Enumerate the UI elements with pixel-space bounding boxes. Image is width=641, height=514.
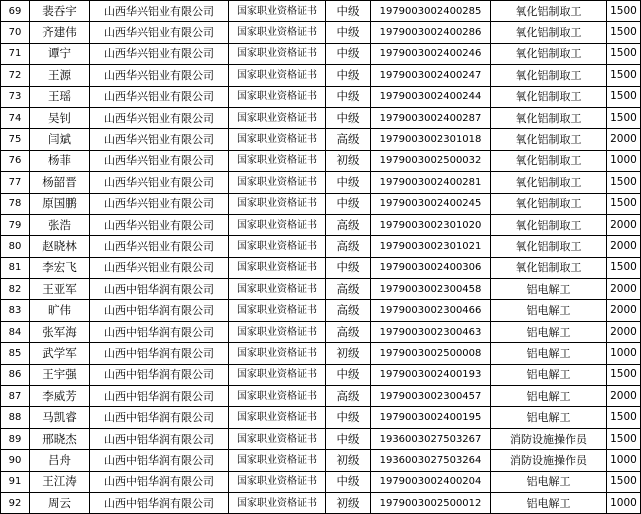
- table-row: [1, 172, 641, 193]
- name-cell[interactable]: 裴吞宇: [30, 1, 90, 22]
- certificate-type-cell[interactable]: 国家职业资格证书: [229, 65, 326, 86]
- table-row: [1, 43, 641, 64]
- job-title-cell[interactable]: 氧化铝制取工: [491, 1, 607, 22]
- level-cell[interactable]: 高级: [326, 214, 371, 235]
- job-title-cell[interactable]: 铝电解工: [491, 321, 607, 342]
- amount-cell[interactable]: 1500: [607, 43, 641, 64]
- level-cell[interactable]: 中级: [326, 193, 371, 214]
- name-cell[interactable]: 旷伟: [30, 300, 90, 321]
- certificate-type-cell[interactable]: 国家职业资格证书: [229, 150, 326, 171]
- certificate-type-cell[interactable]: 国家职业资格证书: [229, 300, 326, 321]
- certificate-type-cell[interactable]: 国家职业资格证书: [229, 407, 326, 428]
- amount-cell[interactable]: 1500: [607, 407, 641, 428]
- certificate-number-cell[interactable]: 1979003002301018: [371, 129, 491, 150]
- job-title-cell[interactable]: 铝电解工: [491, 407, 607, 428]
- certificate-number-cell[interactable]: 1979003002300463: [371, 321, 491, 342]
- level-cell[interactable]: 中级: [326, 86, 371, 107]
- job-title-cell[interactable]: 氧化铝制取工: [491, 193, 607, 214]
- row-number-cell[interactable]: 73: [1, 86, 30, 107]
- name-cell[interactable]: 王瑶: [30, 86, 90, 107]
- name-cell[interactable]: 王源: [30, 65, 90, 86]
- company-cell[interactable]: 山西华兴铝业有限公司: [90, 65, 229, 86]
- job-title-cell[interactable]: 铝电解工: [491, 471, 607, 492]
- amount-cell[interactable]: 1500: [607, 107, 641, 128]
- certificate-type-cell[interactable]: 国家职业资格证书: [229, 386, 326, 407]
- certificate-number-cell[interactable]: 1979003002500012: [371, 492, 491, 513]
- level-cell[interactable]: 高级: [326, 386, 371, 407]
- certificate-type-cell[interactable]: 国家职业资格证书: [229, 86, 326, 107]
- company-cell[interactable]: 山西华兴铝业有限公司: [90, 22, 229, 43]
- job-title-cell[interactable]: 铝电解工: [491, 279, 607, 300]
- company-cell[interactable]: 山西华兴铝业有限公司: [90, 129, 229, 150]
- name-cell[interactable]: 周云: [30, 492, 90, 513]
- job-title-cell[interactable]: 铝电解工: [491, 492, 607, 513]
- name-cell[interactable]: 吴钊: [30, 107, 90, 128]
- job-title-cell[interactable]: 铝电解工: [491, 300, 607, 321]
- company-cell[interactable]: 山西华兴铝业有限公司: [90, 172, 229, 193]
- company-cell[interactable]: 山西中铝华润有限公司: [90, 343, 229, 364]
- level-cell[interactable]: 高级: [326, 279, 371, 300]
- name-cell[interactable]: 武学军: [30, 343, 90, 364]
- certificate-number-cell[interactable]: 1979003002400281: [371, 172, 491, 193]
- table-row: [1, 450, 641, 471]
- level-cell[interactable]: 中级: [326, 107, 371, 128]
- name-cell[interactable]: 齐建伟: [30, 22, 90, 43]
- job-title-cell[interactable]: 氧化铝制取工: [491, 236, 607, 257]
- amount-cell[interactable]: 1500: [607, 193, 641, 214]
- certificate-type-cell[interactable]: 国家职业资格证书: [229, 172, 326, 193]
- amount-cell[interactable]: 1500: [607, 22, 641, 43]
- amount-cell[interactable]: 2000: [607, 236, 641, 257]
- level-cell[interactable]: 中级: [326, 22, 371, 43]
- certificate-type-cell[interactable]: 国家职业资格证书: [229, 450, 326, 471]
- company-cell[interactable]: 山西中铝华润有限公司: [90, 386, 229, 407]
- company-cell[interactable]: 山西华兴铝业有限公司: [90, 107, 229, 128]
- company-cell[interactable]: 山西中铝华润有限公司: [90, 471, 229, 492]
- certificate-number-cell[interactable]: 1979003002301021: [371, 236, 491, 257]
- certificate-number-cell[interactable]: 1979003002400246: [371, 43, 491, 64]
- table-row: [1, 236, 641, 257]
- certificate-number-cell[interactable]: 1979003002300458: [371, 279, 491, 300]
- table-row: [1, 1, 641, 22]
- name-cell[interactable]: 谭宁: [30, 43, 90, 64]
- job-title-cell[interactable]: 氧化铝制取工: [491, 43, 607, 64]
- certificate-number-cell[interactable]: 1979003002400287: [371, 107, 491, 128]
- job-title-cell[interactable]: 消防设施操作员: [491, 428, 607, 449]
- level-cell[interactable]: 中级: [326, 65, 371, 86]
- certificate-number-cell[interactable]: 1979003002400244: [371, 86, 491, 107]
- amount-cell[interactable]: 1500: [607, 471, 641, 492]
- company-cell[interactable]: 山西中铝华润有限公司: [90, 300, 229, 321]
- certificate-number-cell[interactable]: 1979003002400247: [371, 65, 491, 86]
- level-cell[interactable]: 初级: [326, 343, 371, 364]
- table-row: [1, 471, 641, 492]
- certificate-number-cell[interactable]: 1936003027503267: [371, 428, 491, 449]
- certificate-type-cell[interactable]: 国家职业资格证书: [229, 428, 326, 449]
- job-title-cell[interactable]: 氧化铝制取工: [491, 150, 607, 171]
- amount-cell[interactable]: 1500: [607, 1, 641, 22]
- name-cell[interactable]: 闫斌: [30, 129, 90, 150]
- certificate-number-cell[interactable]: 1979003002500008: [371, 343, 491, 364]
- level-cell[interactable]: 高级: [326, 236, 371, 257]
- company-cell[interactable]: 山西中铝华润有限公司: [90, 364, 229, 385]
- name-cell[interactable]: 杨韶晋: [30, 172, 90, 193]
- table-row: [1, 193, 641, 214]
- level-cell[interactable]: 中级: [326, 172, 371, 193]
- company-cell[interactable]: 山西中铝华润有限公司: [90, 279, 229, 300]
- name-cell[interactable]: 原国鹏: [30, 193, 90, 214]
- company-cell[interactable]: 山西华兴铝业有限公司: [90, 150, 229, 171]
- row-number-cell[interactable]: 75: [1, 129, 30, 150]
- job-title-cell[interactable]: 氧化铝制取工: [491, 107, 607, 128]
- level-cell[interactable]: 初级: [326, 492, 371, 513]
- company-cell[interactable]: 山西中铝华润有限公司: [90, 321, 229, 342]
- level-cell[interactable]: 高级: [326, 300, 371, 321]
- amount-cell[interactable]: 1500: [607, 257, 641, 278]
- certificate-type-cell[interactable]: 国家职业资格证书: [229, 492, 326, 513]
- name-cell[interactable]: 张军海: [30, 321, 90, 342]
- table-row: [1, 321, 641, 342]
- row-number-cell[interactable]: 80: [1, 236, 30, 257]
- certificate-number-cell[interactable]: 1979003002301020: [371, 214, 491, 235]
- certificate-type-cell[interactable]: 国家职业资格证书: [229, 22, 326, 43]
- level-cell[interactable]: 高级: [326, 321, 371, 342]
- certificate-type-cell[interactable]: 国家职业资格证书: [229, 107, 326, 128]
- level-cell[interactable]: 中级: [326, 364, 371, 385]
- certificate-number-cell[interactable]: 1979003002500032: [371, 150, 491, 171]
- certificate-number-cell[interactable]: 1979003002400286: [371, 22, 491, 43]
- company-cell[interactable]: 山西华兴铝业有限公司: [90, 86, 229, 107]
- name-cell[interactable]: 李宏飞: [30, 257, 90, 278]
- row-number-cell[interactable]: 92: [1, 492, 30, 513]
- level-cell[interactable]: 中级: [326, 407, 371, 428]
- name-cell[interactable]: 赵晓林: [30, 236, 90, 257]
- row-number-cell[interactable]: 85: [1, 343, 30, 364]
- certificate-type-cell[interactable]: 国家职业资格证书: [229, 193, 326, 214]
- amount-cell[interactable]: 2000: [607, 214, 641, 235]
- amount-cell[interactable]: 2000: [607, 279, 641, 300]
- name-cell[interactable]: 张浩: [30, 214, 90, 235]
- row-number-cell[interactable]: 70: [1, 22, 30, 43]
- certificate-type-cell[interactable]: 国家职业资格证书: [229, 1, 326, 22]
- row-number-cell[interactable]: 81: [1, 257, 30, 278]
- job-title-cell[interactable]: 铝电解工: [491, 343, 607, 364]
- certificate-number-cell[interactable]: 1979003002400193: [371, 364, 491, 385]
- certificate-number-cell[interactable]: 1979003002400195: [371, 407, 491, 428]
- level-cell[interactable]: 中级: [326, 428, 371, 449]
- job-title-cell[interactable]: 铝电解工: [491, 386, 607, 407]
- table-row: [1, 107, 641, 128]
- job-title-cell[interactable]: 氧化铝制取工: [491, 22, 607, 43]
- level-cell[interactable]: 初级: [326, 450, 371, 471]
- table-row: [1, 214, 641, 235]
- certificate-type-cell[interactable]: 国家职业资格证书: [229, 43, 326, 64]
- level-cell[interactable]: 高级: [326, 129, 371, 150]
- row-number-cell[interactable]: 87: [1, 386, 30, 407]
- company-cell[interactable]: 山西华兴铝业有限公司: [90, 1, 229, 22]
- name-cell[interactable]: 邢晓杰: [30, 428, 90, 449]
- certificate-type-cell[interactable]: 国家职业资格证书: [229, 257, 326, 278]
- table-row: [1, 386, 641, 407]
- table-row: [1, 22, 641, 43]
- amount-cell[interactable]: 2000: [607, 300, 641, 321]
- certificate-type-cell[interactable]: 国家职业资格证书: [229, 471, 326, 492]
- name-cell[interactable]: 李威芳: [30, 386, 90, 407]
- certificate-type-cell[interactable]: 国家职业资格证书: [229, 364, 326, 385]
- table-row: [1, 492, 641, 513]
- row-number-cell[interactable]: 88: [1, 407, 30, 428]
- table-body: [1, 1, 641, 514]
- row-number-cell[interactable]: 77: [1, 172, 30, 193]
- level-cell[interactable]: 中级: [326, 471, 371, 492]
- level-cell[interactable]: 初级: [326, 150, 371, 171]
- certificate-type-cell[interactable]: 国家职业资格证书: [229, 343, 326, 364]
- table-row: [1, 257, 641, 278]
- amount-cell[interactable]: 1500: [607, 65, 641, 86]
- amount-cell[interactable]: 1000: [607, 343, 641, 364]
- table-row: [1, 300, 641, 321]
- certificate-type-cell[interactable]: 国家职业资格证书: [229, 279, 326, 300]
- job-title-cell[interactable]: 氧化铝制取工: [491, 257, 607, 278]
- certificate-number-cell[interactable]: 1979003002400285: [371, 1, 491, 22]
- table-row: [1, 364, 641, 385]
- company-cell[interactable]: 山西华兴铝业有限公司: [90, 236, 229, 257]
- amount-cell[interactable]: 1500: [607, 172, 641, 193]
- row-number-cell[interactable]: 86: [1, 364, 30, 385]
- table-row: [1, 129, 641, 150]
- row-number-cell[interactable]: 69: [1, 1, 30, 22]
- amount-cell[interactable]: 1500: [607, 364, 641, 385]
- job-title-cell[interactable]: 氧化铝制取工: [491, 129, 607, 150]
- certificate-number-cell[interactable]: 1979003002300466: [371, 300, 491, 321]
- table-row: [1, 65, 641, 86]
- table-row: [1, 86, 641, 107]
- row-number-cell[interactable]: 76: [1, 150, 30, 171]
- row-number-cell[interactable]: 91: [1, 471, 30, 492]
- job-title-cell[interactable]: 氧化铝制取工: [491, 214, 607, 235]
- certificate-type-cell[interactable]: 国家职业资格证书: [229, 321, 326, 342]
- company-cell[interactable]: 山西华兴铝业有限公司: [90, 43, 229, 64]
- name-cell[interactable]: 吕舟: [30, 450, 90, 471]
- level-cell[interactable]: 中级: [326, 43, 371, 64]
- job-title-cell[interactable]: 铝电解工: [491, 364, 607, 385]
- row-number-cell[interactable]: 89: [1, 428, 30, 449]
- amount-cell[interactable]: 1500: [607, 86, 641, 107]
- company-cell[interactable]: 山西中铝华润有限公司: [90, 428, 229, 449]
- row-number-cell[interactable]: 74: [1, 107, 30, 128]
- company-cell[interactable]: 山西中铝华润有限公司: [90, 492, 229, 513]
- certificate-number-cell[interactable]: 1979003002400245: [371, 193, 491, 214]
- certificate-number-cell[interactable]: 1936003027503264: [371, 450, 491, 471]
- row-number-cell[interactable]: 79: [1, 214, 30, 235]
- row-number-cell[interactable]: 90: [1, 450, 30, 471]
- name-cell[interactable]: 杨菲: [30, 150, 90, 171]
- amount-cell[interactable]: 1000: [607, 450, 641, 471]
- name-cell[interactable]: 王亚军: [30, 279, 90, 300]
- amount-cell[interactable]: 1000: [607, 492, 641, 513]
- row-number-cell[interactable]: 82: [1, 279, 30, 300]
- certificate-type-cell[interactable]: 国家职业资格证书: [229, 214, 326, 235]
- company-cell[interactable]: 山西中铝华润有限公司: [90, 450, 229, 471]
- certificate-type-cell[interactable]: 国家职业资格证书: [229, 129, 326, 150]
- table-row: [1, 407, 641, 428]
- job-title-cell[interactable]: 氧化铝制取工: [491, 65, 607, 86]
- table-row: [1, 428, 641, 449]
- company-cell[interactable]: 山西中铝华润有限公司: [90, 407, 229, 428]
- company-cell[interactable]: 山西华兴铝业有限公司: [90, 257, 229, 278]
- amount-cell[interactable]: 2000: [607, 386, 641, 407]
- certificate-number-cell[interactable]: 1979003002400306: [371, 257, 491, 278]
- level-cell[interactable]: 中级: [326, 1, 371, 22]
- row-number-cell[interactable]: 83: [1, 300, 30, 321]
- amount-cell[interactable]: 2000: [607, 321, 641, 342]
- company-cell[interactable]: 山西华兴铝业有限公司: [90, 193, 229, 214]
- job-title-cell[interactable]: 消防设施操作员: [491, 450, 607, 471]
- row-number-cell[interactable]: 78: [1, 193, 30, 214]
- amount-cell[interactable]: 2000: [607, 129, 641, 150]
- name-cell[interactable]: 王江涛: [30, 471, 90, 492]
- row-number-cell[interactable]: 72: [1, 65, 30, 86]
- job-title-cell[interactable]: 氧化铝制取工: [491, 86, 607, 107]
- amount-cell[interactable]: 1000: [607, 150, 641, 171]
- name-cell[interactable]: 马凯睿: [30, 407, 90, 428]
- amount-cell[interactable]: 1500: [607, 428, 641, 449]
- job-title-cell[interactable]: 氧化铝制取工: [491, 172, 607, 193]
- certificate-type-cell[interactable]: 国家职业资格证书: [229, 236, 326, 257]
- certificate-number-cell[interactable]: 1979003002300457: [371, 386, 491, 407]
- name-cell[interactable]: 王宇强: [30, 364, 90, 385]
- table-row: [1, 343, 641, 364]
- row-number-cell[interactable]: 71: [1, 43, 30, 64]
- table-row: [1, 150, 641, 171]
- certificate-number-cell[interactable]: 1979003002400204: [371, 471, 491, 492]
- row-number-cell[interactable]: 84: [1, 321, 30, 342]
- company-cell[interactable]: 山西华兴铝业有限公司: [90, 214, 229, 235]
- level-cell[interactable]: 中级: [326, 257, 371, 278]
- table-row: [1, 279, 641, 300]
